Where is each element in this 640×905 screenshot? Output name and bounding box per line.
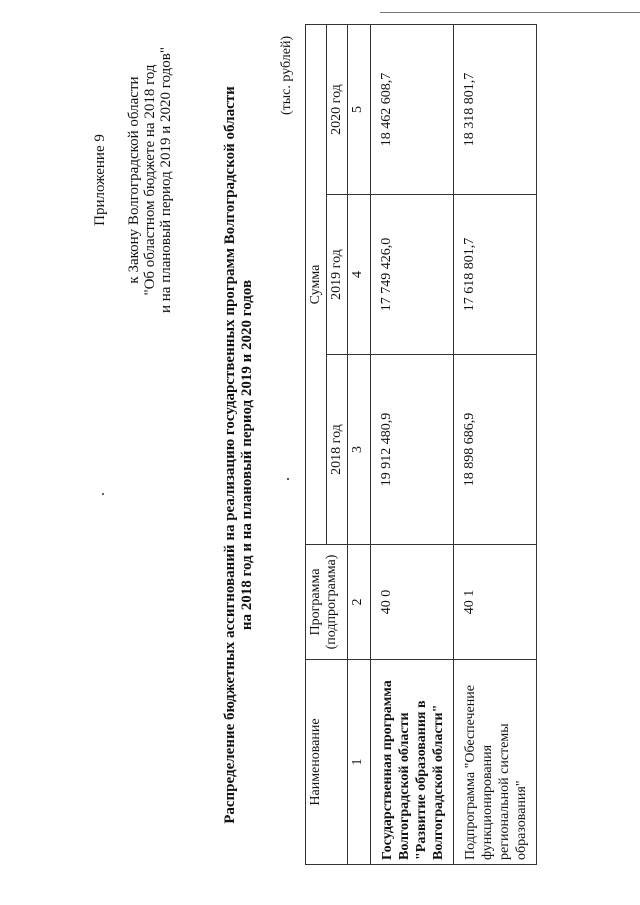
column-number: 3: [348, 355, 371, 545]
table-row: [454, 25, 537, 865]
header-2020: 2020 год: [327, 25, 348, 195]
header-name: Наименование: [306, 660, 348, 865]
row-2019: 17 618 801,7: [454, 195, 537, 355]
appendix-block: [92, 15, 174, 345]
appendix-number: Приложение 9: [92, 134, 108, 226]
column-number: 5: [348, 25, 371, 195]
title-line-2: на 2018 год и на плановый период 2019 и 2020 годов: [239, 279, 255, 631]
row-code: 40 1: [454, 545, 537, 660]
title-line-1: Распределение бюджетных ассигнований на реализацию государственных программ Волгоградской области: [222, 86, 238, 824]
document-title: [222, 15, 256, 895]
row-name: Подпрограмма "Обеспечение функционирования региональной системы образования": [454, 660, 537, 865]
row-name: Государственная программа Волгоградской области "Развитие образования в Волгоградской области": [371, 660, 454, 865]
column-number: 2: [348, 545, 371, 660]
table-row: [371, 25, 454, 865]
allocation-table: [305, 24, 537, 865]
row-code: 40 0: [371, 545, 454, 660]
row-2019: 17 749 426,0: [371, 195, 454, 355]
row-2018: 18 898 686,9: [454, 355, 537, 545]
row-2020: 18 462 608,7: [371, 25, 454, 195]
appendix-law: к Закону Волгоградской области: [126, 76, 142, 284]
column-number: 1: [348, 660, 371, 865]
header-sum: Сумма: [306, 25, 327, 545]
row-2018: 19 912 480,9: [371, 355, 454, 545]
header-program: Программа (подпрограмма): [306, 545, 348, 660]
header-2019: 2019 год: [327, 195, 348, 355]
column-number: 4: [348, 195, 371, 355]
header-2018: 2018 год: [327, 355, 348, 545]
row-2020: 18 318 801,7: [454, 25, 537, 195]
column-numbers-row: [348, 25, 371, 865]
units-label: (тыс. рублей): [279, 35, 294, 115]
appendix-period: и на плановый период 2019 и 2020 годов": [158, 47, 174, 313]
appendix-budget: "Об областном бюджете на 2018 год: [142, 64, 158, 296]
